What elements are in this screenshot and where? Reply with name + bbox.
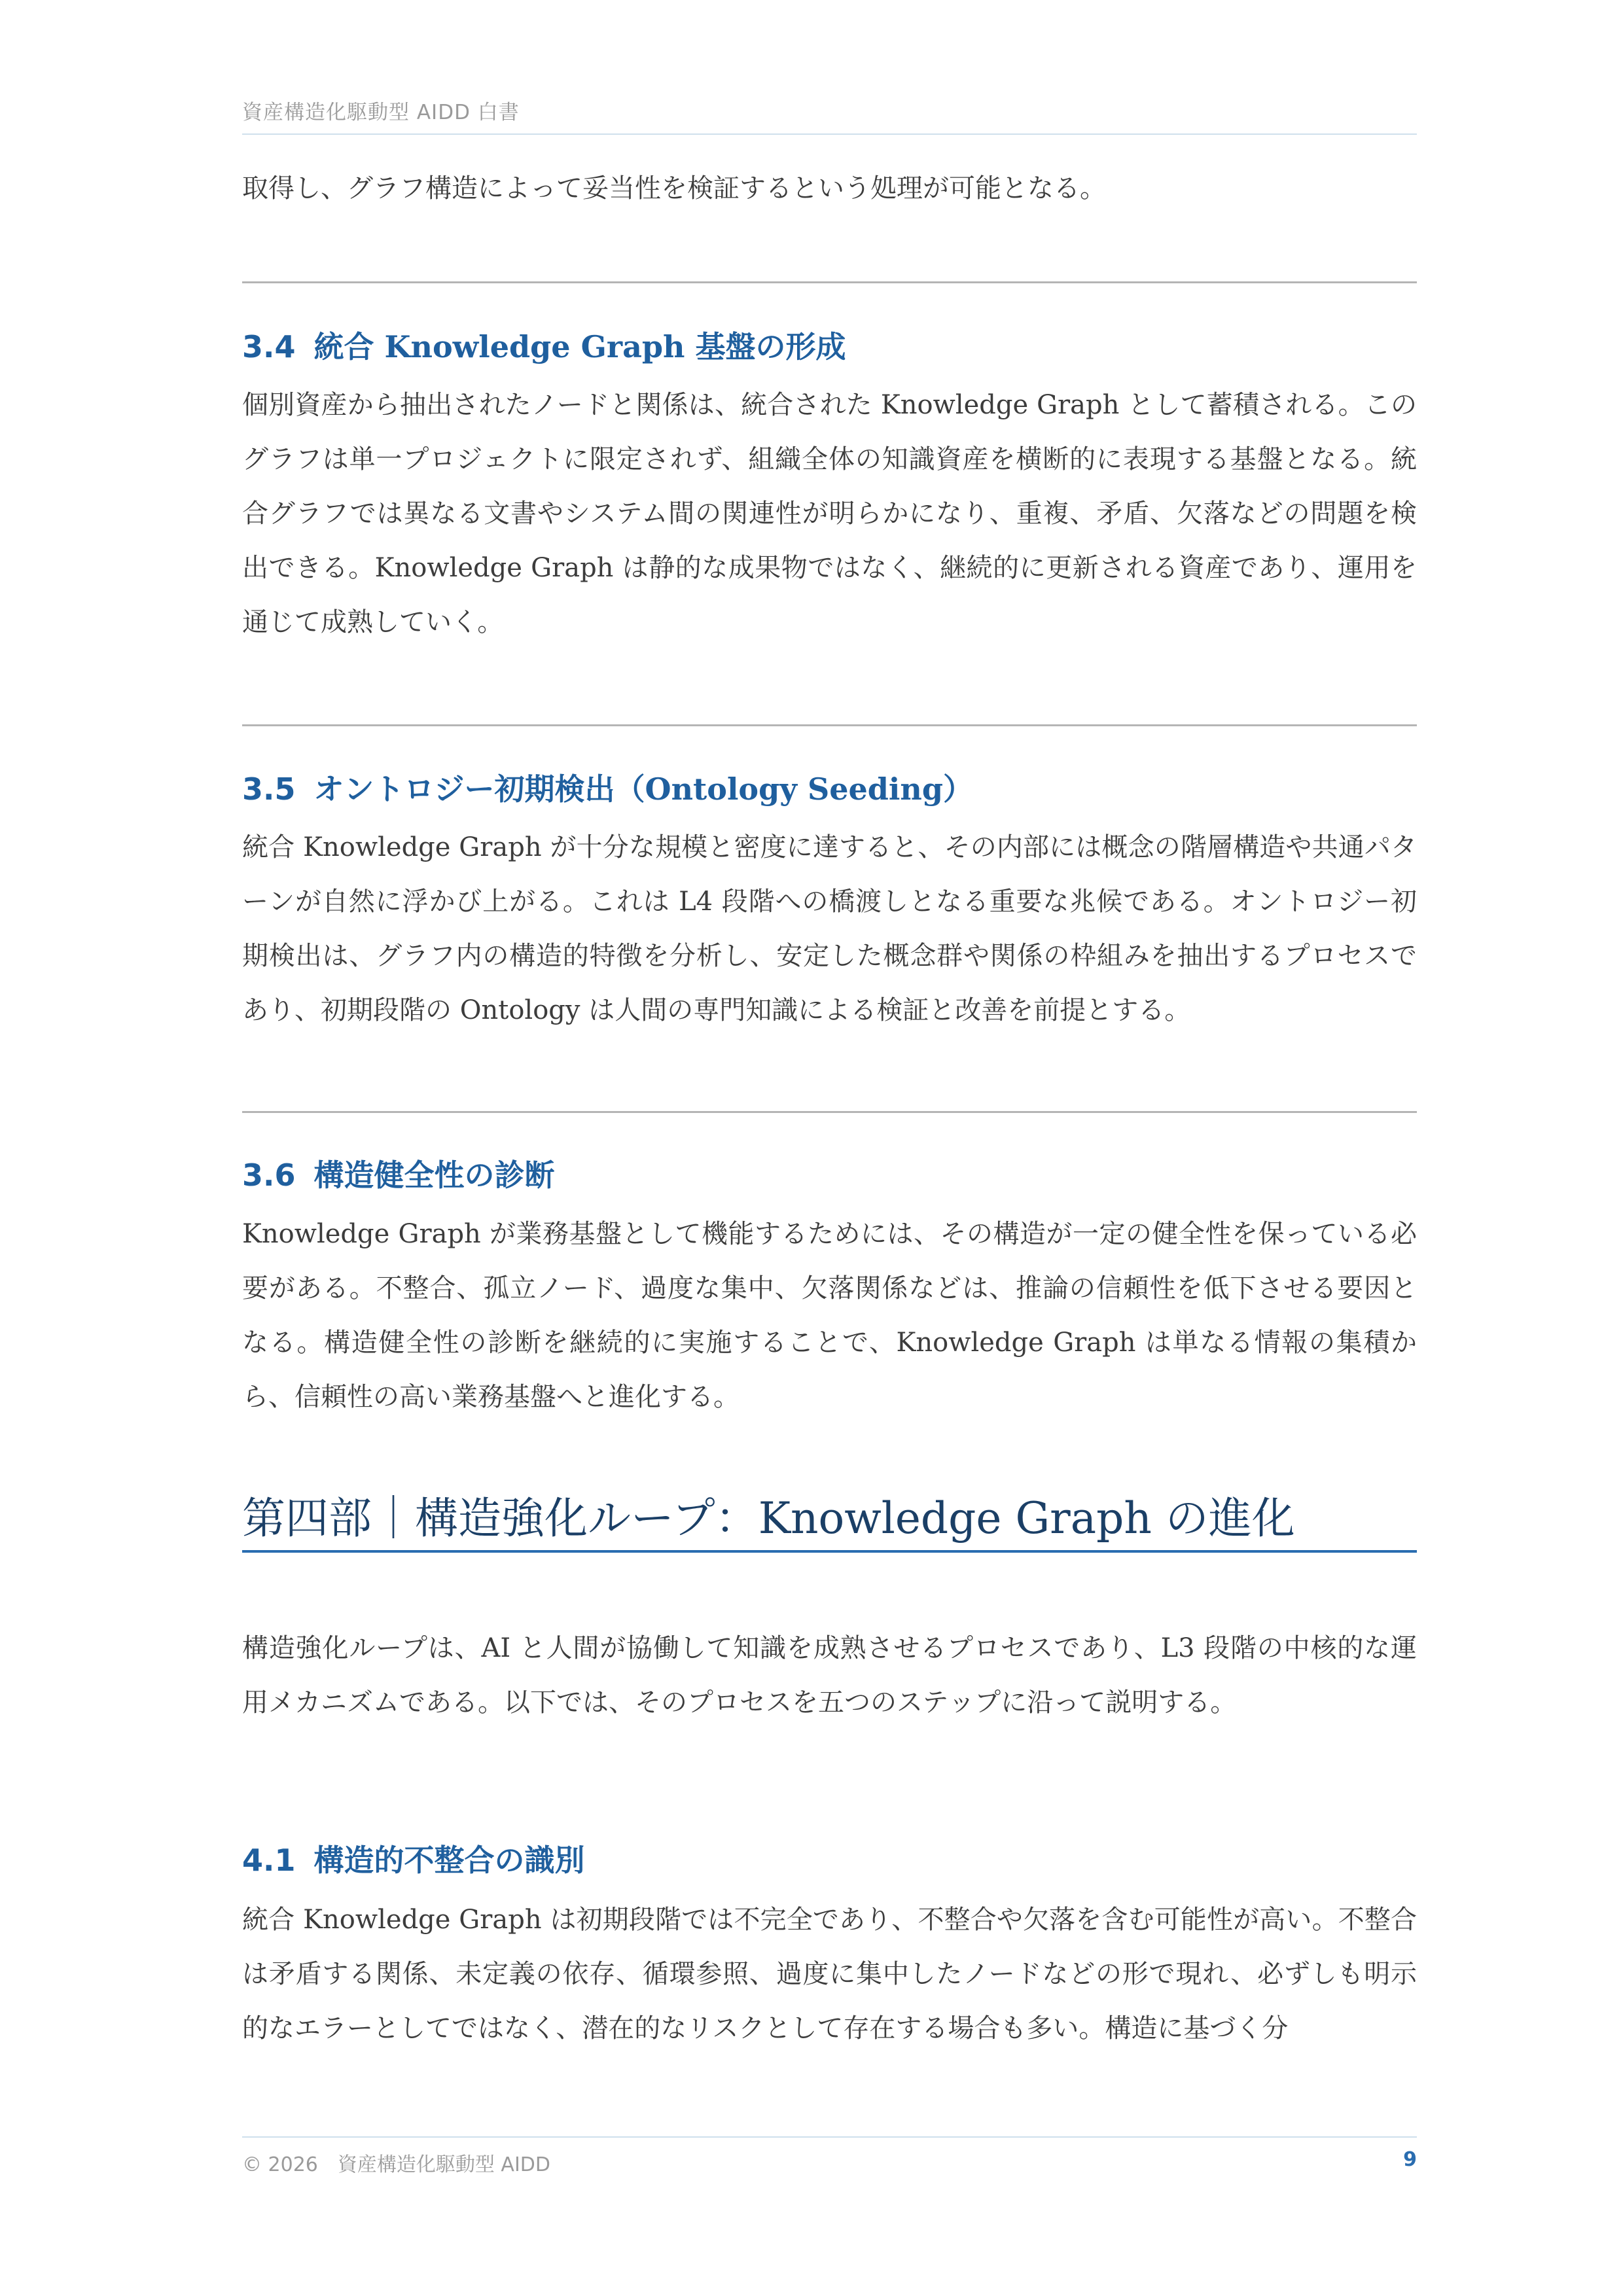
part-heading: 第四部｜構造強化ループ：Knowledge Graph の進化 [242, 1493, 1295, 1544]
part-heading-rule [242, 1550, 1417, 1553]
section-title: 構造健全性の診断 [313, 1157, 555, 1193]
section-divider [242, 1111, 1417, 1113]
section-divider [242, 724, 1417, 726]
section-number: 3.6 [242, 1157, 296, 1193]
section-heading-4-1 [242, 1841, 585, 1880]
document-page [242, 0, 1417, 2296]
section-heading-3-4 [242, 327, 846, 366]
section-body-4-1: 統合 Knowledge Graph は初期段階では不完全であり、不整合や欠落を含む可能性が高い。不整合は矛盾する関係、未定義の依存、循環参照、過度に集中したノードなどの形で現れ、必ずしも明示的なエラーとしてではなく、潜在的なリスクとして存在する場合も多い。構造に基づく分 [242, 1905, 1417, 2043]
section-divider [242, 281, 1417, 283]
section-heading-3-5 [242, 769, 973, 809]
section-body-3-4: 個別資産から抽出されたノードと関係は、統合された Knowledge Graph として蓄積される。このグラフは単一プロジェクトに限定されず、組織全体の知識資産を横断的に表現する基盤となる。統合グラフでは異なる文書やシステム間の関連性が明らかになり、重複、矛盾、欠落などの問題を検出できる。Knowledge Graph は静的な成果物ではなく、継続的に更新される資産であり、運用を通じて成熟していく。 [242, 390, 1417, 637]
footer-rule [242, 2136, 1417, 2138]
section-body-3-6: Knowledge Graph が業務基盤として機能するためには、その構造が一定の健全性を保っている必要がある。不整合、孤立ノード、過度な集中、欠落関係などは、推論の信頼性を低下させる要因となる。構造健全性の診断を継続的に実施することで、Knowledge Graph は単なる情報の集積から、信頼性の高い業務基盤へと進化する。 [242, 1219, 1417, 1412]
footer-copyright: © 2026 [242, 2153, 318, 2176]
section-number: 3.5 [242, 771, 296, 807]
section-title: 構造的不整合の識別 [313, 1843, 585, 1878]
running-header: 資産構造化駆動型 AIDD 白書 [242, 101, 520, 124]
footer-title: 資産構造化駆動型 AIDD [337, 2153, 550, 2176]
footer-text [242, 2148, 550, 2177]
section-heading-3-6 [242, 1156, 555, 1195]
section-title: 統合 Knowledge Graph 基盤の形成 [313, 329, 846, 364]
part-intro: 構造強化ループは、AI と人間が協働して知識を成熟させるプロセスであり、L3 段階の中核的な運用メカニズムである。以下では、そのプロセスを五つのステップに沿って説明する。 [242, 1633, 1417, 1718]
section-body-3-5: 統合 Knowledge Graph が十分な規模と密度に達すると、その内部には概念の階層構造や共通パターンが自然に浮かび上がる。これは L4 段階への橋渡しとなる重要な兆候である。オントロジー初期検出は、グラフ内の構造的特徴を分析し、安定した概念群や関係の枠組みを抽出するプロセスであり、初期段階の Ontology は人間の専門知識による検証と改善を前提とする。 [242, 832, 1417, 1025]
section-number: 3.4 [242, 329, 296, 364]
page-number: 9 [1403, 2148, 1417, 2171]
section-title: オントロジー初期検出（Ontology Seeding） [313, 771, 974, 807]
header-rule [242, 133, 1417, 135]
section-number: 4.1 [242, 1843, 296, 1878]
intro-paragraph: 取得し、グラフ構造によって妥当性を検証するという処理が可能となる。 [242, 173, 1106, 203]
